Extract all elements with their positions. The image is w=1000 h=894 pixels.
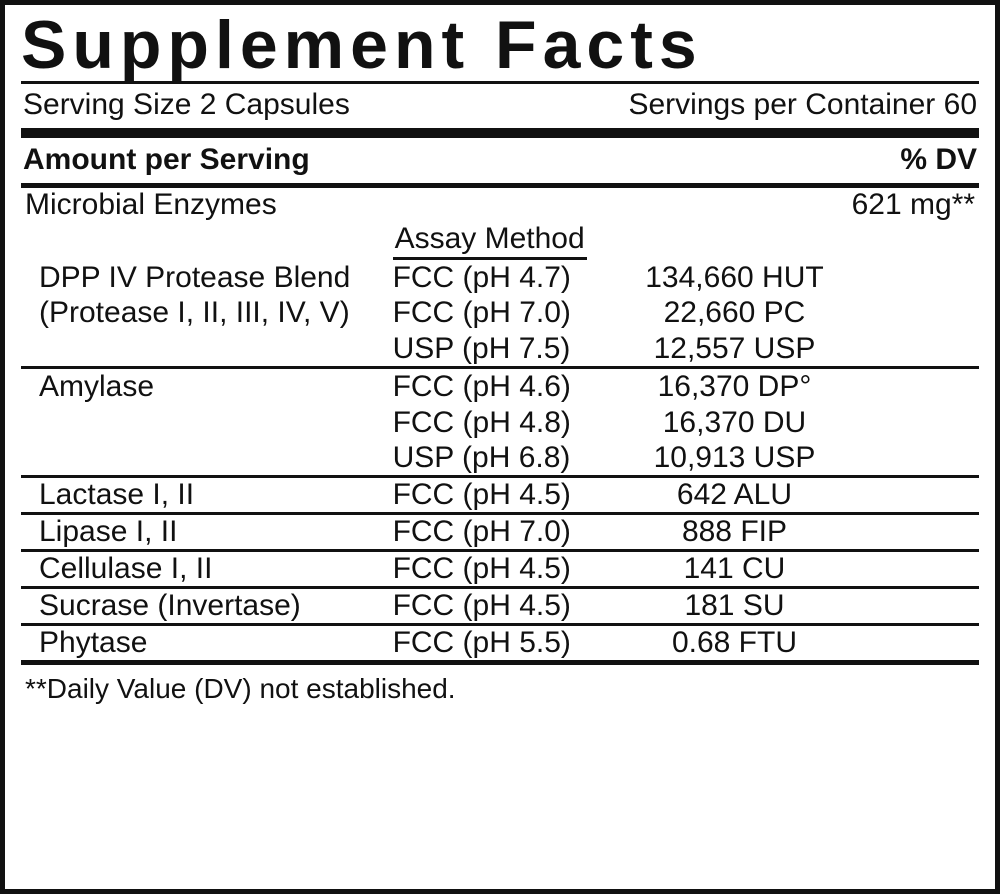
- nutrient-name: Phytase: [39, 626, 148, 660]
- dv-value: [852, 260, 979, 295]
- dv-value: [852, 515, 979, 551]
- activity-value: 16,370 DP°: [657, 370, 812, 404]
- nutrient-name: Cellulase I, II: [39, 552, 213, 586]
- nutrient-table: [21, 188, 979, 660]
- serving-size: Serving Size 2 Capsules: [23, 88, 350, 121]
- table-row: [21, 260, 979, 295]
- assay-method: USP (pH 7.5): [392, 331, 571, 365]
- nutrient-name-spacer: [21, 405, 393, 440]
- servings-per-container: Servings per Container 60: [628, 88, 977, 121]
- nutrient-name: Lactase I, II: [39, 478, 195, 512]
- assay-method: FCC (pH 4.7): [392, 261, 571, 294]
- percent-dv-label: % DV: [900, 143, 977, 176]
- activity-value: 642 ALU: [676, 478, 793, 512]
- activity-value: 0.68 FTU: [671, 626, 797, 660]
- assay-header-dv-spacer: [852, 222, 979, 260]
- assay-method-header-label: Assay Method: [393, 222, 587, 260]
- table-row: [21, 295, 979, 330]
- nutrient-value-blank: [617, 188, 851, 222]
- divider-above-amount: [21, 128, 979, 138]
- page-title: Supplement Facts: [21, 7, 703, 83]
- dv-value: [852, 440, 979, 477]
- table-row: [21, 478, 979, 514]
- assay-method-header-cell: [393, 222, 618, 260]
- activity-value: 22,660 PC: [663, 296, 806, 330]
- dv-value: [852, 405, 979, 440]
- assay-method: FCC (pH 4.5): [392, 478, 571, 512]
- table-row: [21, 369, 979, 404]
- table-row: [21, 626, 979, 660]
- activity-value: 181 SU: [684, 589, 785, 623]
- assay-method: FCC (pH 4.8): [392, 405, 571, 439]
- activity-value: 10,913 USP: [653, 440, 816, 474]
- table-row-microbial-enzymes: [21, 188, 979, 222]
- nutrient-name: DPP IV Protease Blend: [39, 261, 351, 294]
- nutrient-subname: (Protease I, II, III, IV, V): [39, 296, 350, 330]
- table-row: [21, 331, 979, 368]
- assay-header-value-spacer: [617, 222, 851, 260]
- assay-header-spacer: [21, 222, 393, 260]
- assay-method: FCC (pH 5.5): [392, 626, 571, 660]
- activity-value: 16,370 DU: [662, 405, 807, 439]
- activity-value: 888 FIP: [681, 515, 787, 549]
- activity-value: 141 CU: [683, 552, 786, 586]
- nutrient-name: Lipase I, II: [39, 515, 178, 549]
- nutrient-name-spacer: [21, 440, 393, 477]
- nutrient-name: Sucrase (Invertase): [39, 589, 301, 623]
- dv-value: [852, 552, 979, 588]
- assay-method: FCC (pH 4.6): [392, 370, 571, 404]
- table-row: [21, 515, 979, 551]
- nutrient-name: Microbial Enzymes: [25, 188, 277, 221]
- nutrient-assay-blank: [393, 188, 618, 222]
- assay-method-header-row: [21, 222, 979, 260]
- serving-info-row: [21, 84, 979, 128]
- nutrient-amount: 621 mg**: [851, 188, 975, 221]
- dv-value: [852, 295, 979, 330]
- activity-value: 12,557 USP: [653, 331, 816, 365]
- activity-value: 134,660 HUT: [645, 261, 824, 294]
- nutrient-name-spacer: [21, 331, 393, 368]
- assay-method: FCC (pH 7.0): [392, 515, 571, 549]
- table-row: [21, 405, 979, 440]
- assay-method: FCC (pH 4.5): [392, 589, 571, 623]
- nutrient-name: Amylase: [39, 370, 155, 404]
- table-row: [21, 552, 979, 588]
- dv-value: [852, 331, 979, 368]
- amount-per-serving-label: Amount per Serving: [23, 143, 310, 176]
- dv-value: [852, 478, 979, 514]
- table-row: [21, 589, 979, 625]
- table-row: [21, 440, 979, 477]
- dv-value: [852, 369, 979, 404]
- assay-method: FCC (pH 4.5): [392, 552, 571, 586]
- assay-method: USP (pH 6.8): [392, 440, 571, 474]
- footnote: **Daily Value (DV) not established.: [25, 673, 456, 705]
- dv-value: [852, 589, 979, 625]
- amount-per-serving-row: [21, 138, 979, 183]
- assay-method: FCC (pH 7.0): [392, 296, 571, 330]
- dv-value: [852, 626, 979, 660]
